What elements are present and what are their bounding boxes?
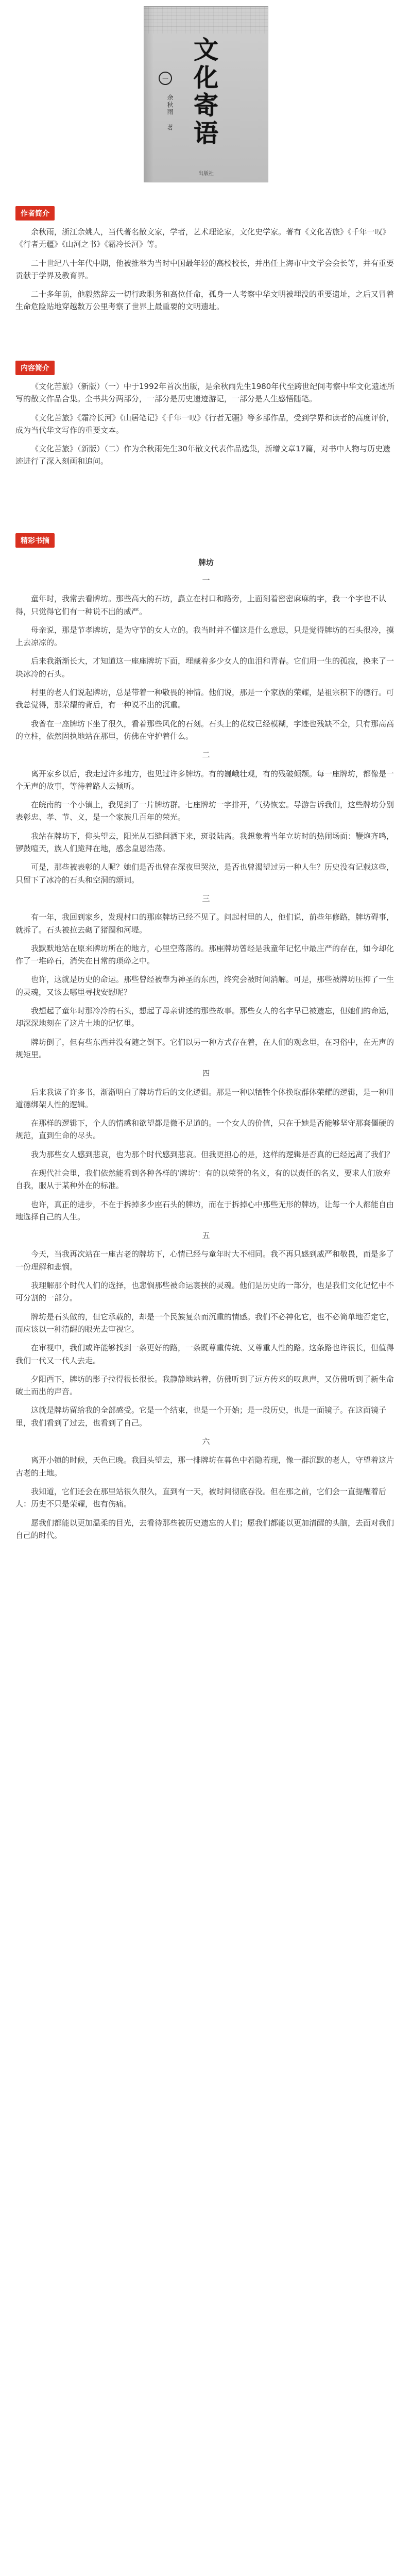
chapter-number: 一: [202, 575, 210, 585]
extract-para: 我理解那个时代人们的选择，也悲悯那些被命运裹挟的灵魂。他们是历史的一部分，也是我们文化记忆中不可分割的一部分。: [15, 1281, 394, 1303]
chapter-number: 六: [202, 1437, 210, 1447]
content-intro-para: 《文化苦旅》（新版）（二）作为余秋雨先生30年散文代表作品选集，新增文章17篇，对书中人物与历史遗迹进行了深入刻画和追问。: [15, 444, 391, 466]
section-label-extract: 精彩书摘: [15, 533, 55, 548]
cover-wrap: [0, 0, 412, 196]
extract-para: 牌坊倒了，但有些东西并没有随之倒下。它们以另一种方式存在着，在人们的观念里，在习俗中，在无声的规矩里。: [15, 1037, 394, 1059]
extract-para: 离开家乡以后，我走过许多地方，也见过许多牌坊。有的巍峨壮观，有的残破倾颓。每一座牌坊，都像是一个无声的故事，等待着路人去倾听。: [15, 769, 394, 791]
extract-para: 我站在牌坊下，仰头望去，阳光从石缝间洒下来，斑驳陆离。我想象着当年立坊时的热闹场面：鞭炮齐鸣，锣鼓喧天，族人们跪拜在地，感念皇恩浩荡。: [15, 831, 394, 854]
extract-para: 也许，这就是历史的命运。那些曾经被奉为神圣的东西，终究会被时间消解。可是，那些被牌坊压抑了一生的灵魂，又该去哪里寻找安慰呢？: [15, 975, 394, 997]
extract-para: 我曾在一座牌坊下坐了很久，看着那些风化的石刻。石头上的花纹已经模糊，字迹也残缺不全，只有那高高的立柱，依然固执地站在那里，仿佛在守护着什么。: [15, 719, 394, 741]
extract-para: 在现代社会里，我们依然能看到各种各样的'牌坊'：有的以荣誉的名义，有的以责任的名义，要求人们放弃自我，服从于某种外在的标准。: [15, 1168, 391, 1191]
cover-title-char: 化: [193, 63, 218, 92]
chapter-title: 牌坊: [198, 558, 214, 567]
cover-pattern: [144, 7, 268, 33]
content-intro-para: 《文化苦旅》（新版）（一）中于1992年首次出版，是余秋雨先生1980年代至跨世纪间考察中华文化遗迹所写的散文作品合集。全书共分两部分，一部分是历史遗迹游记，一部分是人生感悟随笔。: [15, 382, 395, 404]
extract-para: 村里的老人们说起牌坊，总是带着一种敬畏的神情。他们说，那是一个家族的荣耀，是祖宗积下的德行。可我总觉得，那荣耀的背后，有一种说不出的沉重。: [15, 688, 394, 710]
extract-para: 后来我读了许多书，渐渐明白了牌坊背后的文化逻辑。那是一种以牺牲个体换取群体荣耀的逻辑，是一种用道德绑架人性的逻辑。: [15, 1087, 394, 1109]
extract-para: 在皖南的一个小镇上，我见到了一片牌坊群。七座牌坊一字排开，气势恢宏。导游告诉我们，这些牌坊分别表彰忠、孝、节、义，是一个家族几百年的荣光。: [15, 800, 394, 822]
extract-para: 有一年，我回到家乡，发现村口的那座牌坊已经不见了。问起村里的人，他们说，前些年修路，牌坊碍事，就拆了。石头被拉去砌了猪圈和河堤。: [15, 912, 394, 935]
extract-para: 在审视中，我们或许能够找到一条更好的路，一条既尊重传统、又尊重人性的路。这条路也许很长，但值得我们一代又一代人去走。: [15, 1343, 394, 1365]
author-intro-section: [15, 206, 397, 319]
chapter-number: 二: [202, 750, 210, 760]
extract-para: 可是，那些被表彰的人呢？她们是否也曾在深夜里哭泣，是否也曾渴望过另一种人生？历史没有记载这些，只留下了冰冷的石头和空洞的颂词。: [15, 862, 394, 885]
extract-para: 后来我渐渐长大，才知道这一座座牌坊下面，埋藏着多少女人的血泪和青春。它们用一生的孤寂，换来了一块冰冷的石头。: [15, 656, 394, 679]
extract-section: [15, 533, 397, 1548]
cover-title-char: 寄: [193, 91, 218, 120]
cover-publisher: 出版社: [198, 171, 214, 177]
extract-para: 我想起了童年时那冷冷的石头，想起了母亲讲述的那些故事。那些女人的名字早已被遗忘，但她们的命运，却深深地刻在了这片土地的记忆里。: [15, 1006, 394, 1028]
author-intro-para: 余秋雨，浙江余姚人，当代著名散文家，学者，艺术理论家，文化史学家。著有《文化苦旅》《千年一叹》《行者无疆》《山河之书》《霜冷长河》等。: [15, 227, 390, 249]
author-intro-para: 二十多年前，他毅然辞去一切行政职务和高位任命，孤身一人考察中华文明被埋没的重要遗址，之后又冒着生命危险贴地穿越数万公里考察了世界上最重要的文明遗址。: [15, 290, 394, 312]
chapter-number: 三: [202, 893, 210, 903]
extract-para: 我为那些女人感到悲哀，也为那个时代感到悲哀。但我更担心的是，这样的逻辑是否真的已经远离了我们？: [31, 1149, 394, 1159]
extract-para: 我知道，它们还会在那里站很久很久，直到有一天，被时间彻底吞没。但在那之前，它们会一直提醒着后人：历史不只是荣耀，也有伤痛。: [15, 1486, 387, 1509]
author-intro-para: 二十世纪八十年代中期，他被推举为当时中国最年轻的高校校长，并出任上海市中文学会会长等，并有重要贡献于学界及教育界。: [15, 258, 394, 280]
extract-para: 童年时，我常去看牌坊。那些高大的石坊，矗立在村口和路旁，上面刻着密密麻麻的字，我一个字也不认得，只觉得它们有一种说不出的威严。: [15, 594, 387, 616]
cover-title-char: 语: [193, 119, 218, 148]
section-label-content: 内容简介: [15, 361, 55, 375]
extract-para: 我默默地站在原来牌坊所在的地方，心里空落落的。那座牌坊曾经是我童年记忆中最庄严的存在，如今却化作了一堆碎石，消失在日常的琐碎之中。: [15, 943, 394, 966]
extract-para: 牌坊是石头做的，但它承载的，却是一个民族复杂而沉重的情感。我们不必神化它，也不必简单地否定它，而应该以一种清醒的眼光去审视它。: [15, 1312, 394, 1334]
extract-para: 今天，当我再次站在一座古老的牌坊下，心情已经与童年时大不相同。我不再只感到威严和敬畏，而是多了一份理解和悲悯。: [15, 1249, 394, 1272]
content-intro-section: [15, 361, 397, 474]
chapter-number: 五: [202, 1231, 210, 1241]
cover-author: 余秋雨 著: [166, 94, 174, 131]
cover-title: [175, 38, 237, 146]
extract-para: 这就是牌坊留给我的全部感受。它是一个结束，也是一个开始；是一段历史，也是一面镜子。在这面镜子里，我们看到了过去，也看到了自己。: [15, 1405, 387, 1428]
content-intro-para: 《文化苦旅》《霜冷长河》《山居笔记》《千年一叹》《行者无疆》等多部作品，受到学界和读者的高度评价，成为当代华文写作的重要文本。: [15, 413, 394, 435]
extract-para: 母亲说，那是节孝牌坊，是为守节的女人立的。我当时并不懂这是什么意思，只是觉得牌坊的石头很冷，摸上去凉凉的。: [15, 625, 394, 648]
extract-para: 离开小镇的时候，天色已晚。我回头望去，那一排牌坊在暮色中若隐若现，像一群沉默的老人，守望着这片古老的土地。: [15, 1455, 394, 1478]
section-label-author: 作者简介: [15, 206, 55, 221]
cover-badge: 一: [159, 72, 172, 85]
extract-para: 愿我们都能以更加温柔的目光，去看待那些被历史遗忘的人们；愿我们都能以更加清醒的头脑，去面对我们自己的时代。: [15, 1518, 394, 1540]
extract-para: 也许，真正的进步，不在于拆掉多少座石头的牌坊，而在于拆掉心中那些无形的牌坊，让每一个人都能自由地选择自己的人生。: [15, 1199, 394, 1222]
book-cover-image: [144, 6, 268, 182]
extract-para: 在那样的逻辑下，个人的情感和欲望都是微不足道的。一个女人的价值，只在于她是否能够坚守那套僵硬的规范，直到生命的尽头。: [15, 1118, 394, 1141]
chapter-number: 四: [202, 1069, 210, 1078]
extract-para: 夕阳西下，牌坊的影子拉得很长很长。我静静地站着，仿佛听到了远方传来的叹息声，又仿佛听到了新生命破土而出的声音。: [15, 1374, 394, 1397]
cover-title-char: 文: [193, 36, 218, 64]
